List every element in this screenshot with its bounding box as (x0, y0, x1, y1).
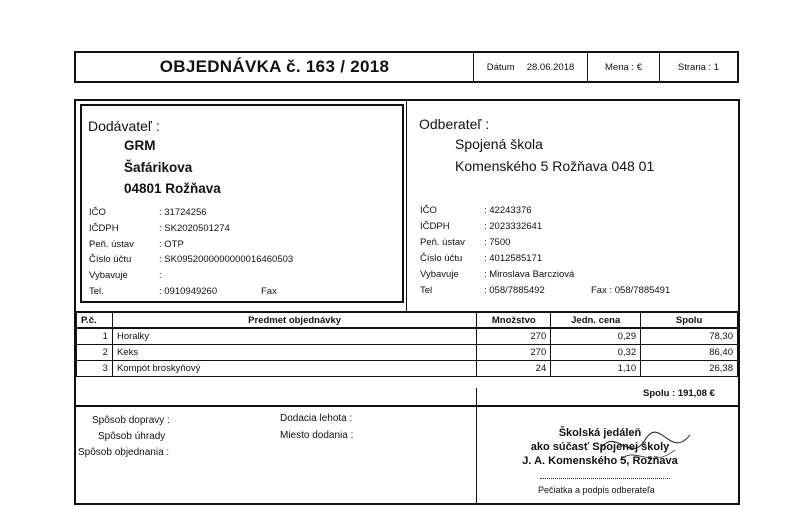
signature-line (540, 478, 670, 479)
supplier-city: 04801 Rožňava (124, 181, 221, 196)
col-header-pc: P.č. (77, 312, 113, 328)
supplier-fax-label: Fax (261, 285, 277, 297)
customer-name: Spojená škola (455, 136, 543, 152)
supplier-field-row: Číslo účtu : SK0952000000000016460503 (89, 254, 294, 266)
date-cell (474, 53, 588, 81)
customer-field-row: Vybavuje : Miroslava Barcziová (420, 269, 575, 280)
cell-price: 1,10 (551, 360, 641, 376)
table-row (77, 360, 738, 376)
customer-fax-label: Fax (591, 285, 607, 296)
order-title: OBJEDNÁVKA č. 163 / 2018 (76, 53, 474, 81)
signature-scribble (590, 420, 700, 480)
supplier-field-row: Vybavuje : (89, 270, 162, 282)
signature-caption: Pečiatka a podpis odberateľa (538, 485, 655, 495)
cell-qty: 270 (477, 328, 551, 344)
page-cell: Strana : 1 (677, 61, 720, 73)
cell-pc: 2 (77, 344, 113, 360)
order-header (74, 51, 739, 83)
items-table (76, 311, 738, 377)
customer-address: Komenského 5 Rožňava 048 01 (455, 158, 655, 174)
order-method-label: Spôsob objednania : (78, 447, 170, 458)
cell-total: 26,38 (641, 360, 738, 376)
party-divider (406, 101, 407, 311)
supplier-heading: Dodávateľ : (88, 118, 160, 134)
supplier-name: GRM (124, 138, 156, 153)
customer-fields (420, 203, 670, 299)
order-sum: Spolu : 191,08 € (643, 388, 715, 399)
cell-item: Kompót broskyňový (112, 360, 476, 376)
col-header-qty: Množstvo (477, 312, 551, 328)
delivery-place-label: Miesto dodania : (280, 430, 354, 441)
supplier-field-row: Tel. : 0910949260 Fax (89, 285, 277, 297)
cell-price: 0,32 (551, 344, 641, 360)
customer-field-row: Tel : 058/7885492 Fax : 058/7885491 (420, 285, 671, 296)
customer-fax-value: : 058/7885491 (609, 285, 671, 296)
supplier-field-row: Peň. ústav : OTP (89, 238, 184, 250)
footer-separator (76, 405, 738, 407)
cell-total: 86,40 (641, 344, 738, 360)
cell-item: Horalky (112, 328, 476, 344)
supplier-field-row: IČO : 31724256 (89, 207, 207, 218)
delivery-term-label: Dodacia lehota : (280, 413, 353, 424)
cell-qty: 24 (477, 360, 551, 376)
supplier-field-row: IČDPH : SK2020501274 (89, 222, 230, 234)
date-value: 28.06.2018 (526, 61, 575, 73)
customer-field-row: IČO : 42243376 (420, 205, 532, 216)
cell-price: 0,29 (551, 328, 641, 344)
customer-field-row: Číslo účtu : 4012585171 (420, 253, 543, 264)
supplier-fields (89, 205, 293, 300)
cell-qty: 270 (477, 344, 551, 360)
customer-stamp: Školská jedáleň ako súčasť Spojenej školy J. A. Komenského 5, Rožňava (522, 427, 678, 467)
cell-pc: 3 (77, 360, 113, 376)
supplier-street: Šafárikova (124, 160, 193, 175)
cell-total: 78,30 (641, 328, 738, 344)
date-label: Dátum (486, 61, 515, 73)
col-header-price: Jedn. cena (551, 312, 641, 328)
table-row (77, 328, 738, 344)
cell-item: Keks (112, 344, 476, 360)
table-row (77, 344, 738, 360)
customer-heading: Odberateľ : (419, 116, 490, 132)
currency-cell: Mena : € (588, 53, 660, 81)
table-header-row (77, 312, 738, 328)
cell-pc: 1 (77, 328, 113, 344)
col-header-item: Predmet objednávky (112, 312, 476, 328)
payment-method-label: Spôsob úhrady (98, 431, 166, 442)
customer-field-row: Peň. ústav : 7500 (420, 237, 511, 248)
delivery-method-label: Spôsob dopravy : (92, 415, 170, 426)
customer-field-row: IČDPH : 2023332641 (420, 221, 543, 232)
col-header-total: Spolu (641, 312, 738, 328)
